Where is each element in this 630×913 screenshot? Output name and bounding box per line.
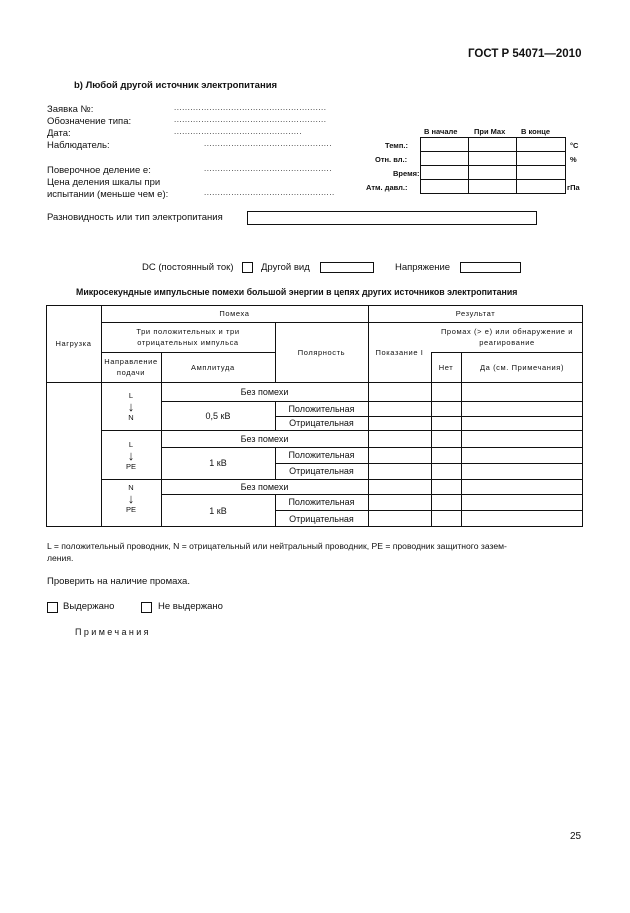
power-type-field[interactable] [247,211,537,225]
th-yes: Да (см. Примечания) [479,362,565,372]
scale-division-label-2: испытании (меньше чем е): [47,189,169,200]
power-type-label: Разновидность или тип электропитания [47,212,223,223]
standard-number: ГОСТ Р 54071—2010 [468,48,582,60]
observer-field[interactable]: ............................................... [204,139,332,148]
voltage-label: Напряжение [395,262,451,273]
polarity-negative-1: Отрицательная [289,418,354,428]
env-unit-temp: °C [570,141,579,150]
check-text: Проверить на наличие промаха. [47,576,190,587]
env-row-atm: Атм. давл.: [366,183,408,192]
other-field[interactable] [320,262,374,273]
env-col-start: В начале [424,127,458,136]
env-col-end: В конце [521,127,551,136]
polarity-positive-2: Положительная [288,450,355,460]
direction-cell-2 [101,432,161,479]
amplitude-3: 1 кВ [209,505,227,516]
env-unit-atm: гПа [567,183,580,192]
env-col-max: При Max [474,127,506,136]
no-interference-3: Без помехи [240,481,289,492]
type-designation-field[interactable]: ........................................................ [174,115,327,124]
th-pulses: Три положительных и три отрицательных импульса [136,327,240,347]
th-reading: Показание I [375,347,424,357]
application-label: Заявка №: [47,104,94,115]
notes-heading: Примечания [75,627,151,637]
arrow-down-icon: ↓ [127,399,135,414]
polarity-positive-1: Положительная [288,403,355,414]
observer-label: Наблюдатель: [47,140,110,151]
direction-from: N [128,483,134,492]
scale-division-label-1: Цена деления шкалы при [47,177,161,188]
failed-checkbox[interactable] [141,602,152,613]
page-number: 25 [570,831,582,842]
th-direction: Направление подачи [104,357,158,377]
section-title: b) Любой другой источник электропитания [74,80,278,91]
th-result: Результат [455,309,496,318]
direction-to: PE [125,505,136,514]
arrow-down-icon: ↓ [127,447,135,463]
application-field[interactable]: ........................................................ [174,103,327,112]
verification-division-field[interactable]: ............................................... [204,164,332,173]
direction-to: N [128,413,134,422]
polarity-negative-2: Отрицательная [289,466,354,476]
date-label: Дата: [47,128,71,139]
direction-cell-1 [101,384,161,430]
amplitude-1: 0,5 кВ [205,410,231,421]
th-interference: Помеха [219,309,250,318]
direction-from: L [128,391,134,400]
dc-checkbox[interactable] [242,262,253,273]
direction-from: L [128,439,134,449]
failed-label: Не выдержано [158,601,223,612]
th-no: Нет [438,362,454,372]
no-interference-1: Без помехи [240,386,289,397]
env-row-time: Время: [393,169,420,178]
table-title: Микросекундные импульсные помехи большой энергии в цепях других источников электропитания [76,287,518,297]
verification-division-label: Поверочное деление е: [47,165,151,176]
direction-to: PE [125,461,136,471]
passed-label: Выдержано [63,601,115,612]
type-designation-label: Обозначение типа: [47,116,132,127]
amplitude-2: 1 кВ [209,458,227,468]
other-label: Другой вид [261,262,310,273]
polarity-positive-3: Положительная [288,497,355,507]
th-polarity: Полярность [297,347,346,357]
env-row-temp: Темп.: [385,141,408,150]
dc-label: DC (постоянный ток) [142,262,234,273]
legend-line-1: L = положительный проводник, N = отрицательный или нейтральный проводник, PE = проводник защитного зазем- [47,541,507,551]
polarity-negative-3: Отрицательная [289,513,354,524]
arrow-down-icon: ↓ [127,491,135,506]
th-load: Нагрузка [55,339,92,348]
env-row-rh: Отн. вл.: [375,155,408,164]
th-miss: Промах (> е) или обнаружение и реагирование [440,327,574,347]
env-unit-rh: % [570,155,577,164]
th-amplitude: Амплитуда [191,362,235,372]
scale-division-field[interactable]: ................................................ [204,188,335,197]
direction-cell-3 [101,481,161,517]
legend-line-2: ления. [47,553,74,563]
passed-checkbox[interactable] [47,602,58,613]
no-interference-2: Без помехи [240,433,289,444]
voltage-field[interactable] [460,262,521,273]
date-field[interactable]: ............................................... [174,127,302,136]
